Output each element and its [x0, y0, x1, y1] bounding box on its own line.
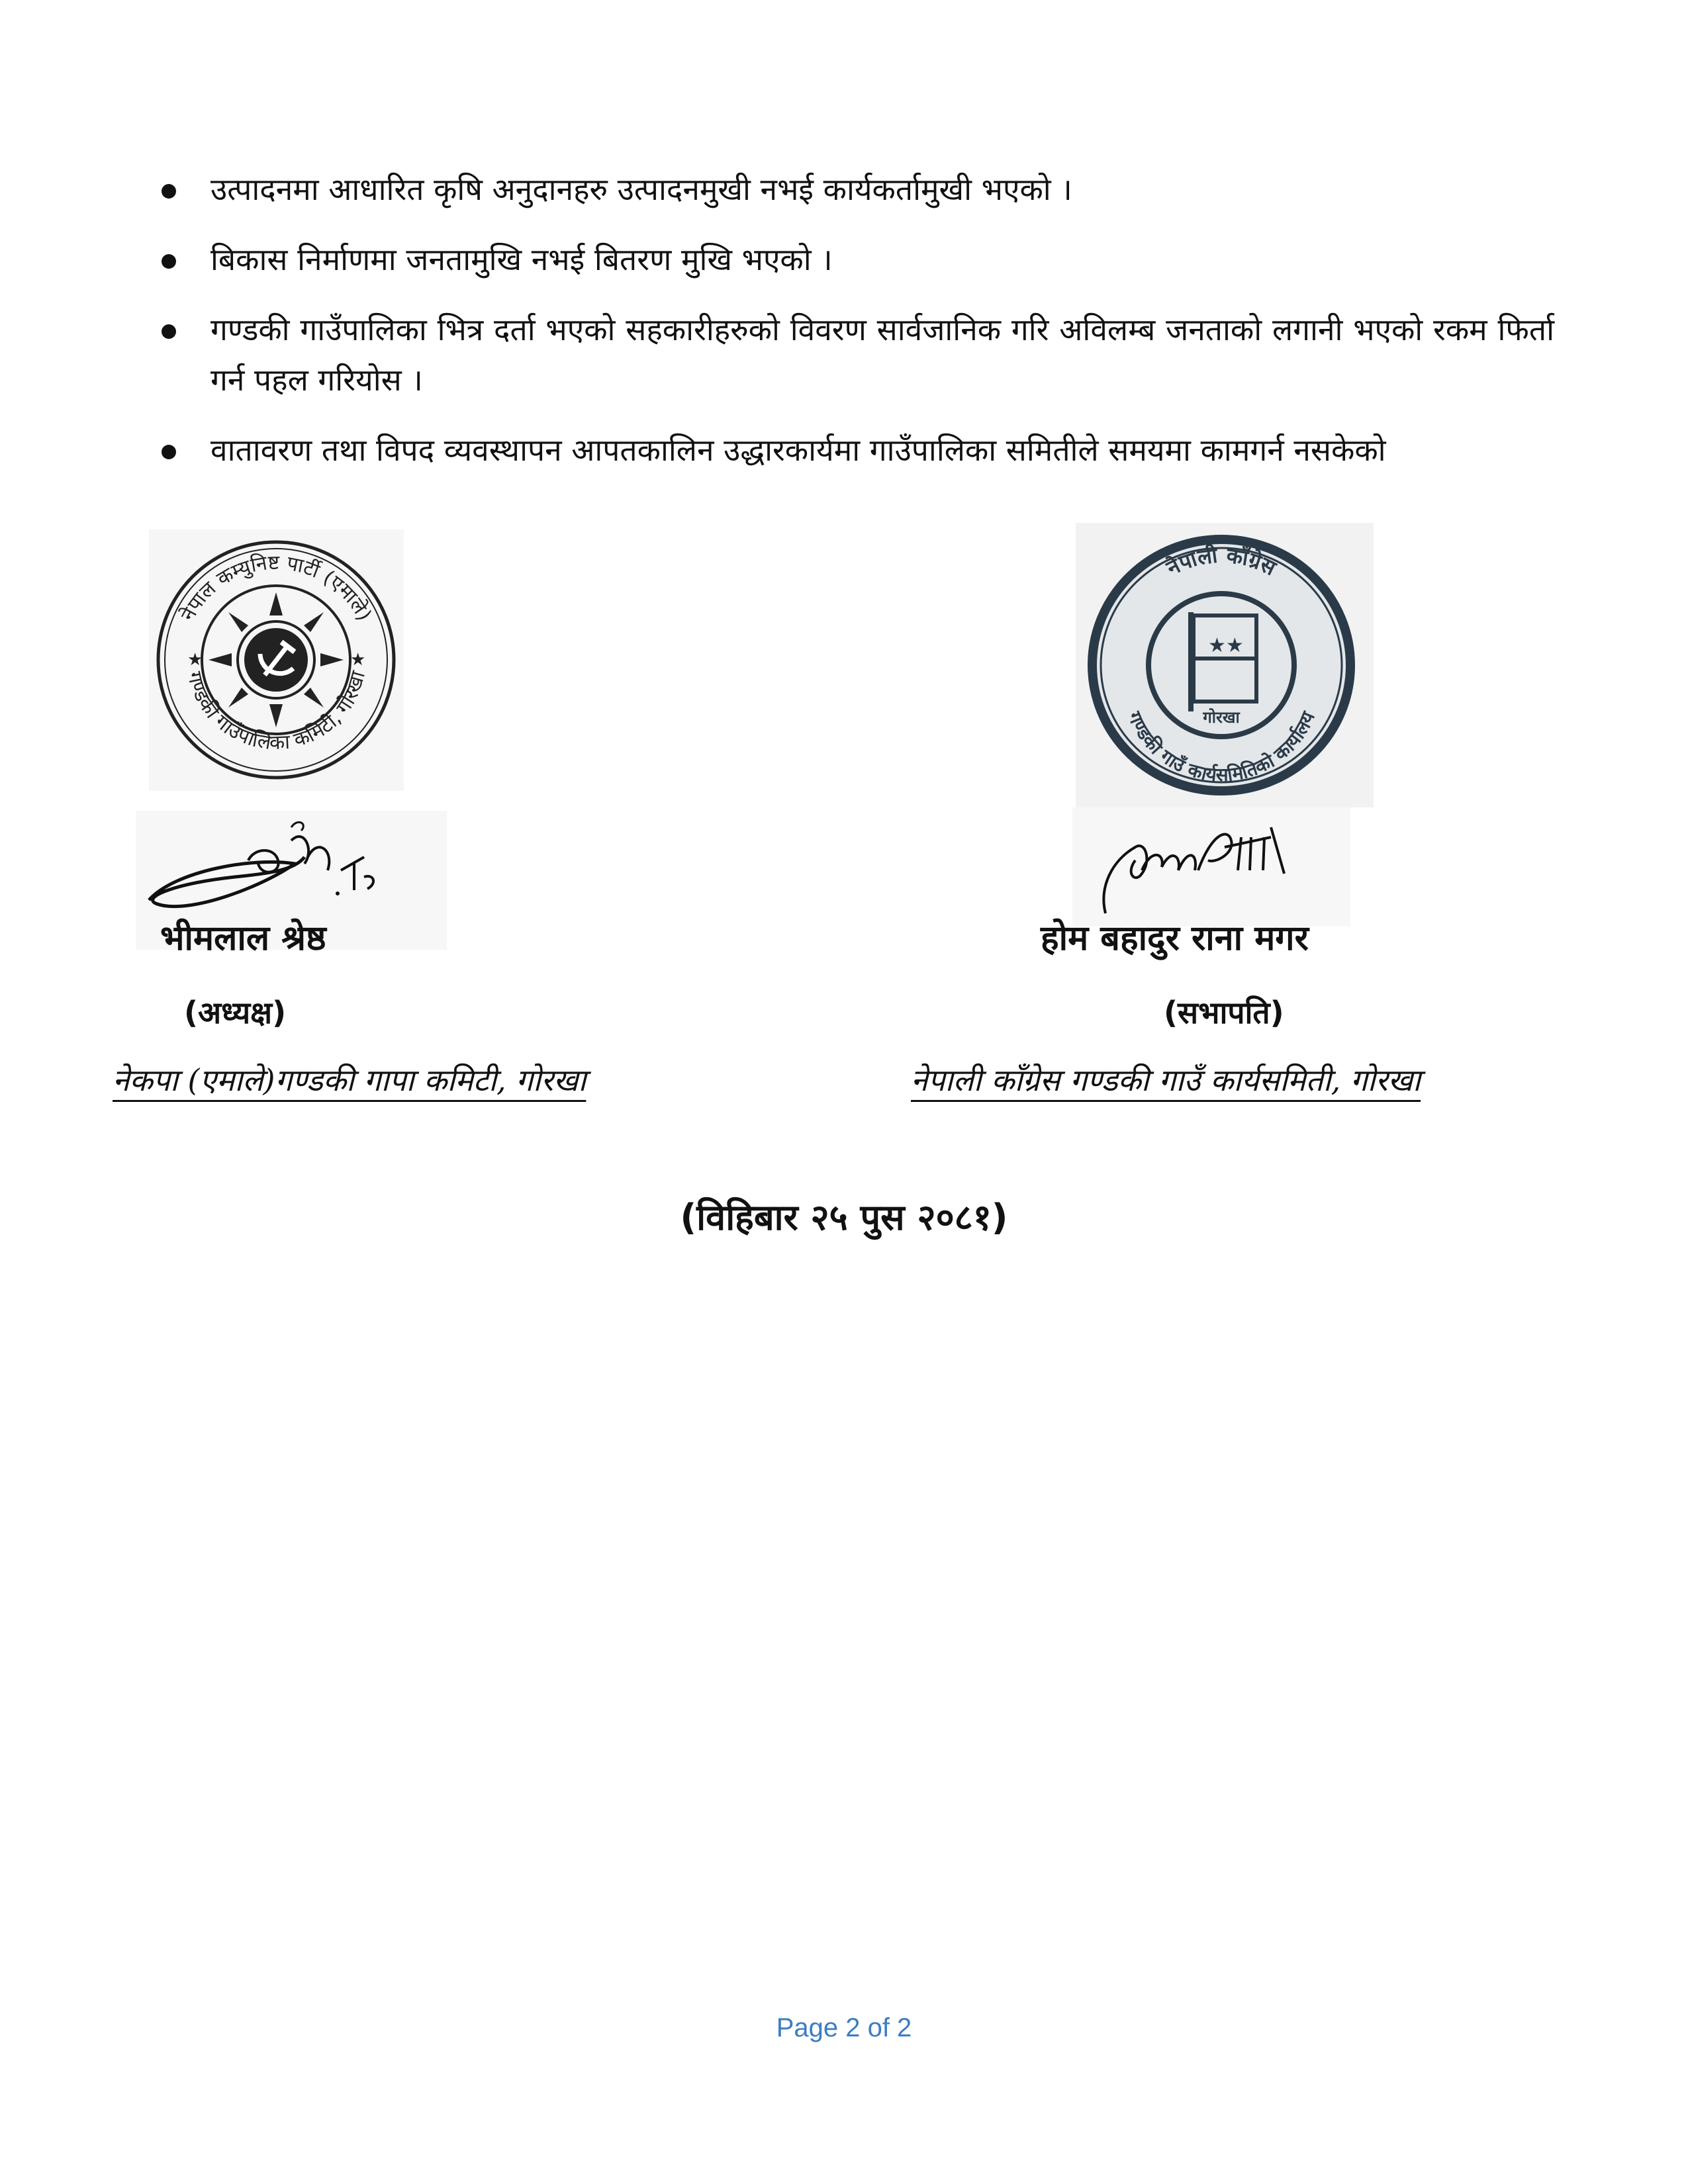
right-party-seal: [1076, 523, 1374, 807]
left-signatory-role: (अध्यक्ष): [184, 995, 287, 1030]
left-signatory-org: नेकपा (एमाले)गण्डकी गापा कमिटी, गोरखा: [113, 1062, 586, 1098]
svg-text:★★: ★★: [1208, 634, 1244, 657]
bullet-text: गण्डकी गाउँपालिका भित्र दर्ता भएको सहकारीहरुको विवरण सार्वजानिक गरि अविलम्ब जनताको लगानी भएको रकम फिर्ता गर्न पहल गरियोस ।: [211, 312, 1554, 398]
svg-text:★: ★: [187, 650, 203, 670]
left-seal-top-text: नेपाल कम्युनिष्ट पार्टी (एमाले): [176, 551, 376, 625]
bullet-icon: [162, 324, 176, 339]
list-item: [158, 304, 1554, 405]
page-number: Page 2 of 2: [776, 2013, 912, 2042]
list-item: [158, 164, 1554, 214]
left-seal-bottom-text: गण्डकी गाउँपालिका कमिटी, गोरखा: [182, 668, 371, 755]
right-signatory-name: होम बहादुर राना मगर: [1041, 919, 1309, 958]
left-party-seal: [149, 529, 404, 791]
svg-text:★: ★: [350, 650, 366, 670]
bullet-text: उत्पादनमा आधारित कृषि अनुदानहरु उत्पादनमुखी नभई कार्यकर्तामुखी भएको ।: [211, 171, 1072, 207]
right-seal-top-text: नेपाली काँग्रेस: [1162, 542, 1280, 581]
right-seal-bottom-text: गण्डकी गाउँ कार्यसमितिको कार्यालय: [1123, 708, 1319, 786]
list-item: [158, 234, 1554, 285]
bullet-icon: [162, 184, 176, 199]
right-signatory-org: नेपाली काँग्रेस गण्डकी गाउँ कार्यसमिती, गोरखा: [911, 1062, 1421, 1098]
bullet-list: [158, 164, 1554, 495]
bullet-icon: [162, 254, 176, 269]
right-signature: [1072, 807, 1350, 927]
bullet-icon: [162, 445, 176, 459]
right-signatory-role: (सभापति): [1164, 995, 1284, 1030]
bullet-text: बिकास निर्माणमा जनतामुखि नभई बितरण मुखि भएको ।: [211, 242, 833, 277]
list-item: [158, 425, 1554, 475]
left-signatory-name: भीमलाल श्रेष्ठ: [160, 919, 326, 958]
document-date: (विहिबार २५ पुस २०८१): [680, 1197, 1008, 1238]
right-seal-center-text: गोरखा: [1203, 708, 1240, 727]
bullet-text: वातावरण तथा विपद व्यवस्थापन आपतकालिन उद्धारकार्यमा गाउँपालिका समितीले समयमा कामगर्न नसकेको: [211, 432, 1386, 468]
